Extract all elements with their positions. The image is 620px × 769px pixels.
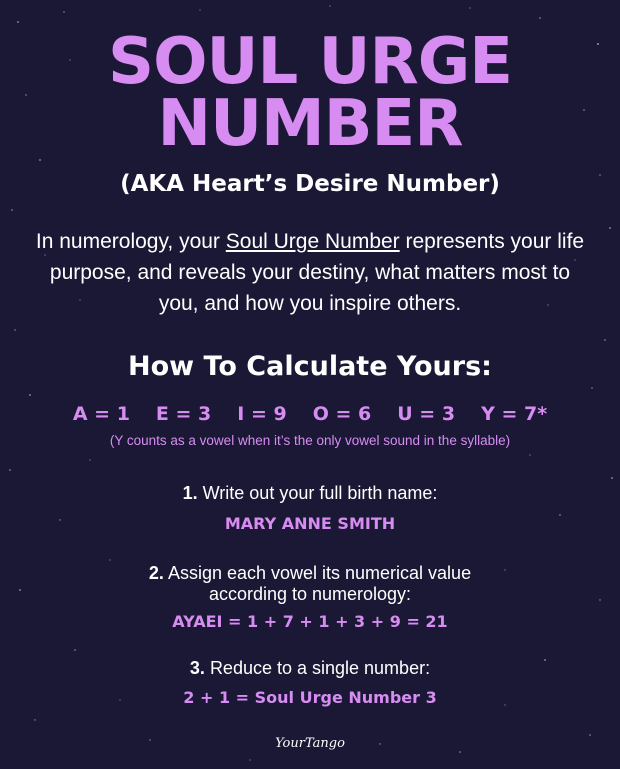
intro-paragraph [30, 226, 590, 319]
subtitle: (AKA Heart’s Desire Number) [120, 171, 500, 197]
step-3 [0, 657, 620, 679]
step-3-text: Reduce to a single number: [209, 658, 431, 678]
vowel-a: A = 1 [72, 403, 130, 425]
step-2 [0, 562, 620, 584]
vowel-note: (Y counts as a vowel when it’s the only vowel sound in the syllable) [109, 433, 511, 448]
step-2-text: Assign each vowel its numerical value [167, 563, 472, 583]
step-3-example: 2 + 1 = Soul Urge Number 3 [183, 688, 437, 707]
vowel-i: I = 9 [237, 403, 287, 425]
step-2-number: 2. [148, 563, 164, 583]
intro-prefix: In numerology, your [35, 230, 226, 253]
step-1-example: MARY ANNE SMITH [224, 514, 396, 533]
step-1-number: 1. [182, 483, 198, 503]
vowel-o: O = 6 [312, 403, 372, 425]
title-line-1: SOUL URGE [107, 25, 513, 99]
step-1-text: Write out your full birth name: [202, 483, 438, 503]
title-line-2: NUMBER [157, 87, 463, 161]
intro-suffix: represents your life purpose, and reveals your destiny, what matters most to you, and how you inspire others. [49, 230, 585, 315]
step-2-example: AYAEI = 1 + 7 + 1 + 3 + 9 = 21 [172, 612, 448, 631]
calculate-heading: How To Calculate Yours: [128, 351, 492, 382]
step-3-number: 3. [189, 658, 205, 678]
step-1 [0, 482, 620, 504]
vowel-u: U = 3 [397, 403, 456, 425]
step-2-line-2: according to numerology: [208, 584, 412, 604]
soul-urge-link[interactable]: Soul Urge Number [225, 230, 400, 253]
vowel-y: Y = 7* [481, 403, 548, 425]
yourtango-logo: YourTango [275, 736, 345, 751]
vowel-e: E = 3 [155, 403, 212, 425]
vowel-values [0, 402, 620, 426]
